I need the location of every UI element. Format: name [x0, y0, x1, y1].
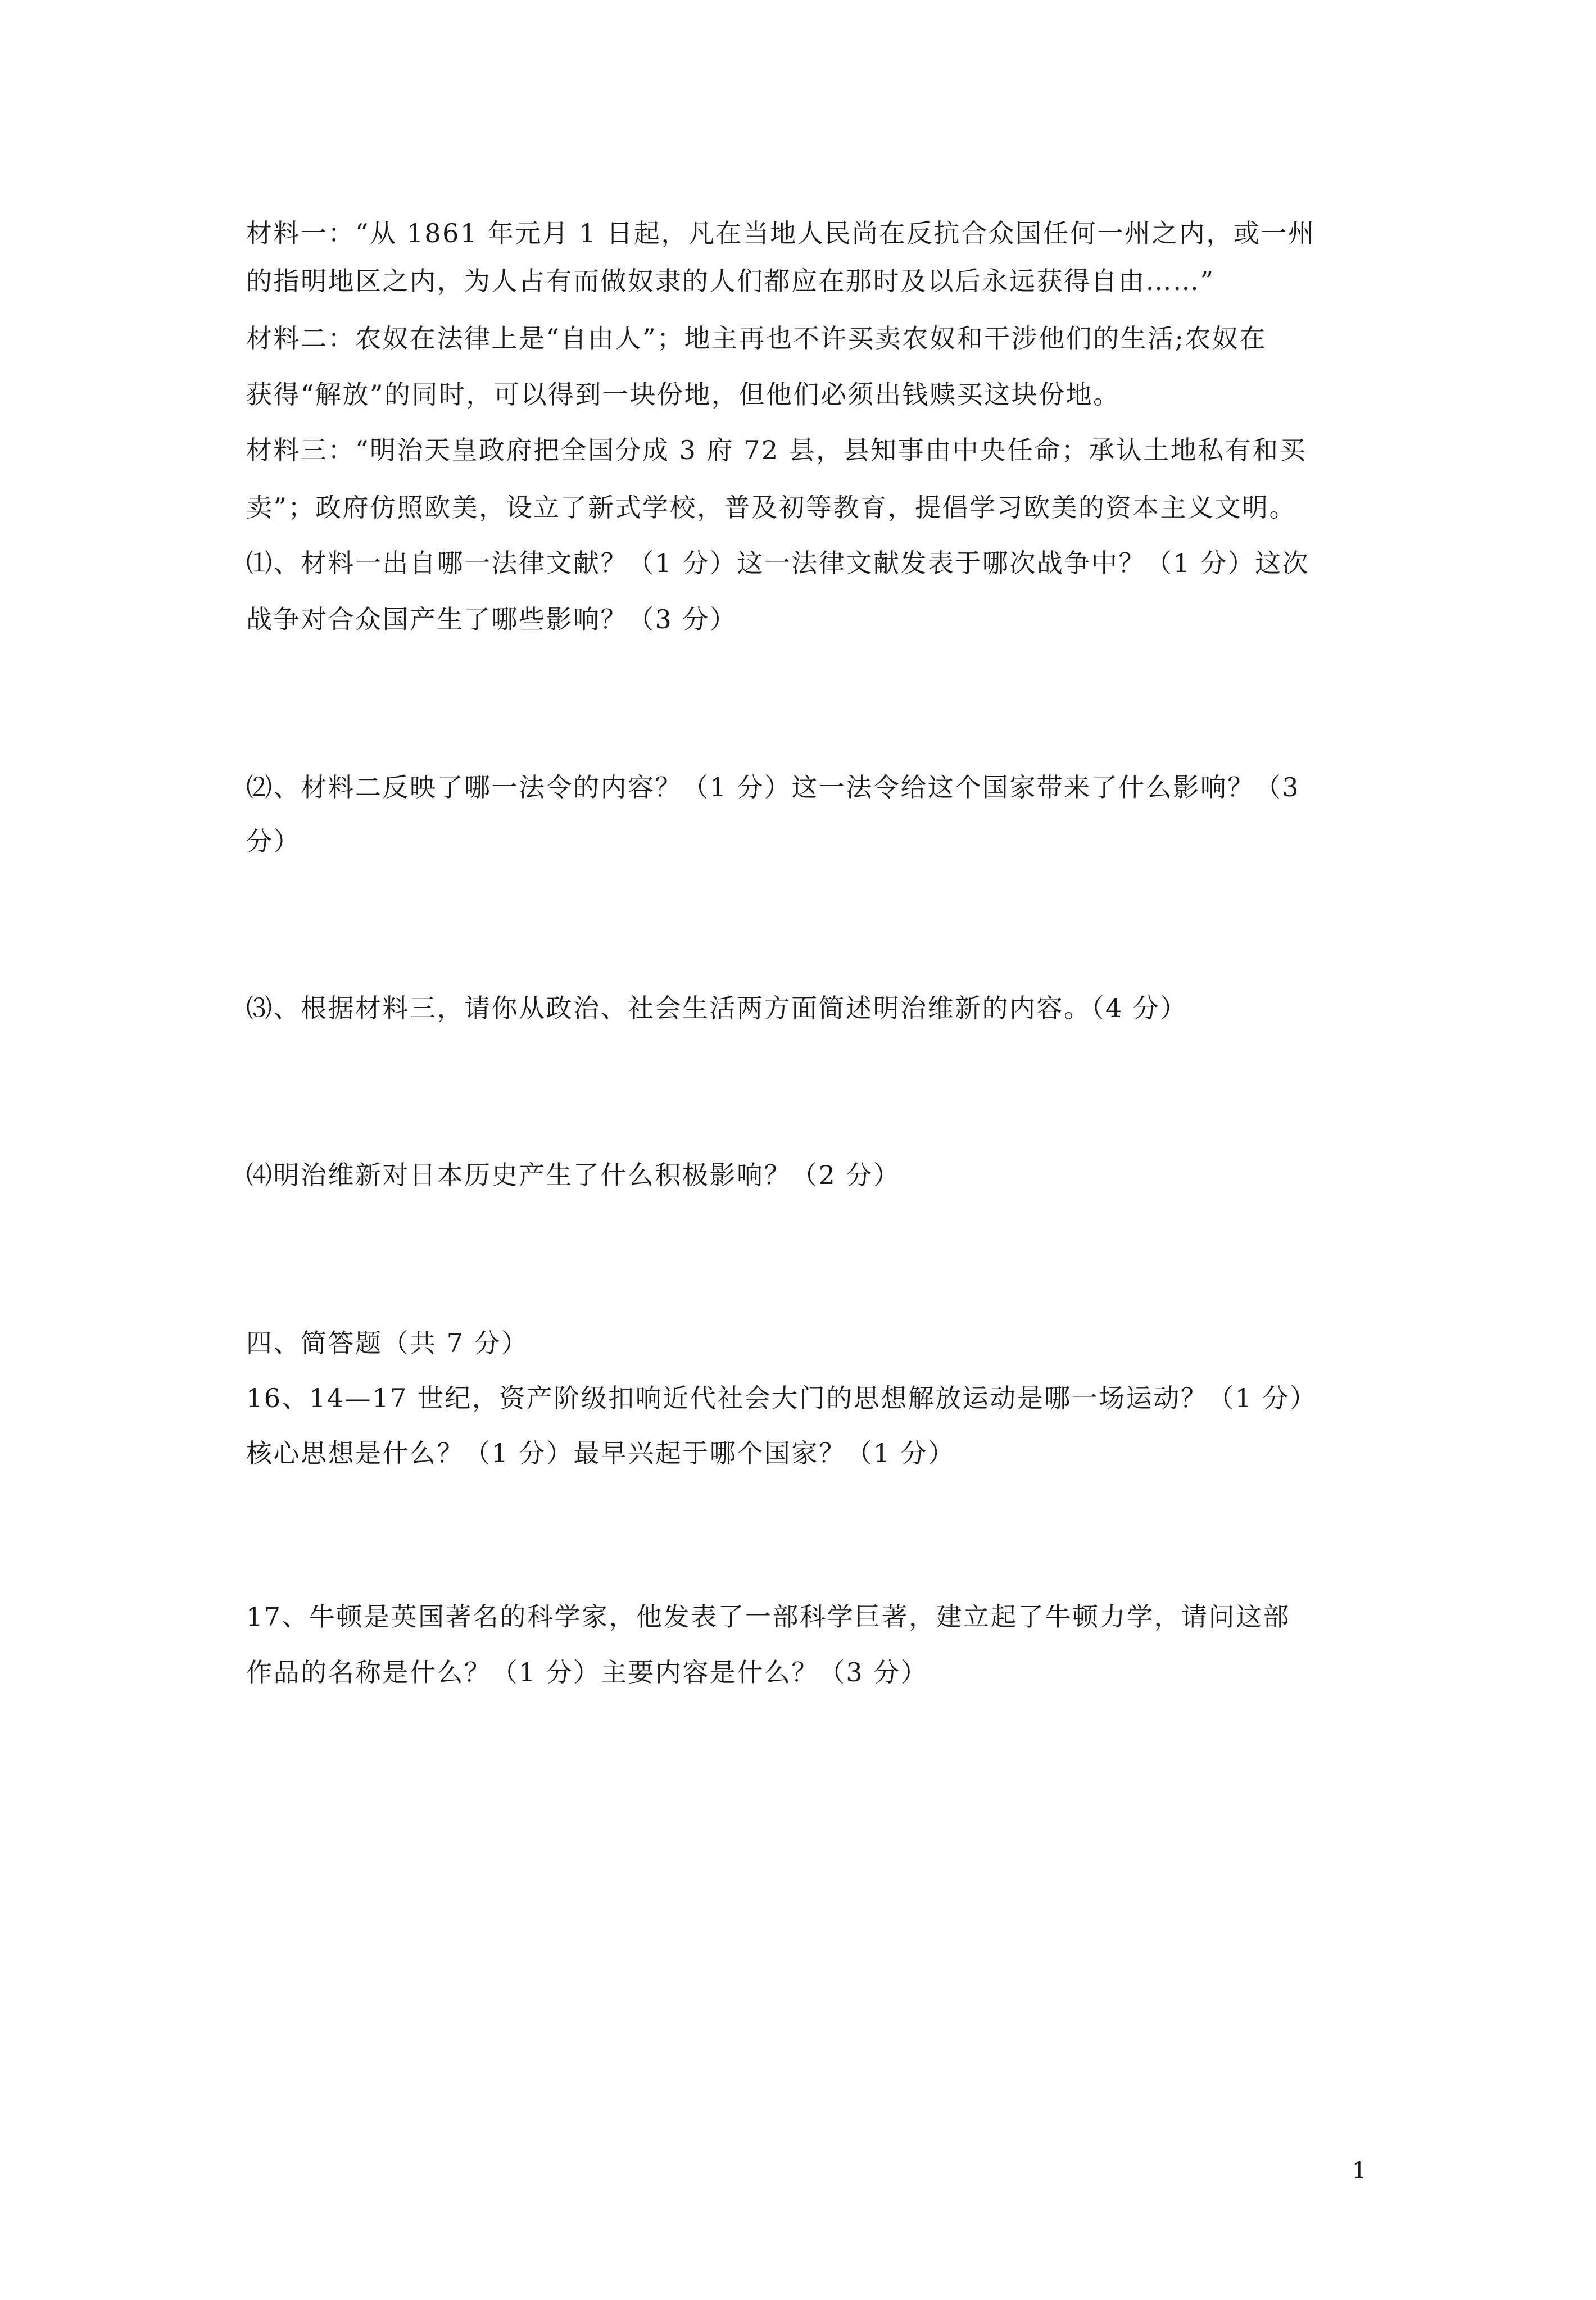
question-16-line-1: 16、14—17 世纪，资产阶级扣响近代社会大门的思想解放运动是哪一场运动？（1 分） [246, 1383, 1317, 1413]
question-17-line-1: 17、牛顿是英国著名的科学家，他发表了一部科学巨著，建立起了牛顿力学，请问这部 [246, 1602, 1291, 1632]
material-2-line-1: 材料二：农奴在法律上是“自由人”；地主再也不许买卖农奴和干涉他们的生活;农奴在 [246, 323, 1267, 353]
question-1-line-1: ⑴、材料一出自哪一法律文献？（1 分）这一法律文献发表于哪次战争中？（1 分）这次 [246, 548, 1310, 578]
material-3-line-1: 材料三：“明治天皇政府把全国分成 3 府 72 县，县知事由中央任命；承认土地私有和买 [246, 435, 1307, 465]
question-3-line-1: ⑶、根据材料三，请你从政治、社会生活两方面简述明治维新的内容。（4 分） [246, 993, 1187, 1023]
question-16-line-2: 核心思想是什么？（1 分）最早兴起于哪个国家？（1 分） [246, 1438, 955, 1468]
question-1-line-2: 战争对合众国产生了哪些影响？（3 分） [246, 604, 737, 634]
material-3-line-2: 卖”；政府仿照欧美，设立了新式学校，普及初等教育，提倡学习欧美的资本主义文明。 [246, 492, 1297, 523]
question-2-line-2: 分） [246, 826, 301, 856]
material-2-line-2: 获得“解放”的同时，可以得到一块份地，但他们必须出钱赎买这块份地。 [246, 379, 1121, 410]
question-17-line-2: 作品的名称是什么？（1 分）主要内容是什么？（3 分） [246, 1657, 928, 1687]
material-1-line-2: 的指明地区之内，为人占有而做奴隶的人们都应在那时及以后永远获得自由……” [246, 266, 1215, 296]
question-4-line-1: ⑷明治维新对日本历史产生了什么积极影响？（2 分） [246, 1160, 901, 1190]
page-number: 1 [1352, 2158, 1367, 2184]
question-2-line-1: ⑵、材料二反映了哪一法令的内容？（1 分）这一法令给这个国家带来了什么影响？（3 [246, 772, 1300, 802]
section-4-heading: 四、简答题（共 7 分） [246, 1328, 529, 1358]
material-1-line-1: 材料一：“从 1861 年元月 1 日起，凡在当地人民尚在反抗合众国任何一州之内，或一州 [246, 218, 1316, 248]
